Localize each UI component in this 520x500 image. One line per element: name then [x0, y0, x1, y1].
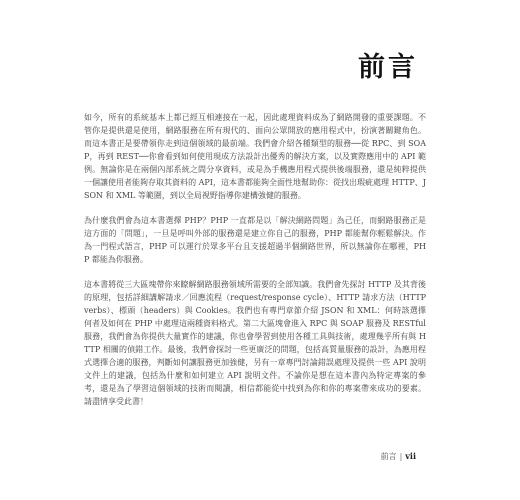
page-title: 前言 — [358, 52, 418, 83]
footer-section-label: 前言 — [380, 452, 397, 461]
paragraph-3: 這本書將從三大區塊帶你來瞭解網路服務領域所需要的全部知識。我們會先探討 HTTP 及其背後的原理，包括詳細講解請求／回應流程（request/response cycle）、HTTP 請求方法（HTTP verbs）、標頭（headers）與 Cookies。我們也有專門章節介紹 JSON 和 XML：何時該選擇何者及如何在 PHP 中處理這兩種資料格式。第二大區塊會進入 RPC 與 SOAP 服務及 RESTful 服務，我們會為你提供大量實作的建議，你也會學習到使用各種工具與技術，處理幾乎所有與 HTTP 相關的偵錯工作。最後，我們會探討一些更廣泛的問題，包括高質量服務的設計，為應用程式選擇合適的服務，判斷如何讓服務更加強健，另有一章專門討論錯誤處理及提供一些 API 說明文件上的建議，包括為什麼和如何建立 API 說明文件。不論你是想在這本書內為特定專案的參考，還是為了學習這個領域的技術而閱讀，相信都能從中找到為你和你的專案帶來成功的要素。請盡情享受此書！ — [84, 280, 426, 406]
paragraph-2: 為什麼我們會為這本書選擇 PHP？PHP 一直都是以「解決網路問題」為己任，而網路服務正是這方面的「問題」，一旦是呼叫外部的服務還是建立你自己的服務，PHP 都能幫你輕鬆解決。作為一門程式語言，PHP 可以運行於眾多平台且支援超過半個網路世界，所以無論你在哪裡，PHP 都能為你服務。 — [84, 216, 426, 264]
paragraph-1: 如今，所有的系統基本上都已經互相連接在一起，因此處理資料成為了網路開發的重要課題。不管你是提供還是使用，網路服務在所有現代的、面向公眾開放的應用程式中，扮演著關鍵角色。而這本書正是要帶領你走到這個領域的最前端。我們會介紹各種類型的服務──從 RPC、到 SOAP，再到 REST──你會看到如何使用現成方法設計出優秀的解決方案，以及實際應用中的 API 範例。無論你是在兩個內部系統之間分享資料，或是為手機應用程式提供後端服務，還是純粹提供一個讓使用者能夠存取其資料的 API，這本書都能夠全面性地幫助你：從找出瑕疵處理 HTTP、JSON 和 XML 等範圍，到以全局視野指導你建構強健的服務。 — [84, 113, 426, 200]
page-footer — [381, 451, 416, 462]
footer-separator: | — [399, 452, 403, 461]
page-number: vii — [405, 451, 416, 461]
body-text — [84, 111, 426, 420]
